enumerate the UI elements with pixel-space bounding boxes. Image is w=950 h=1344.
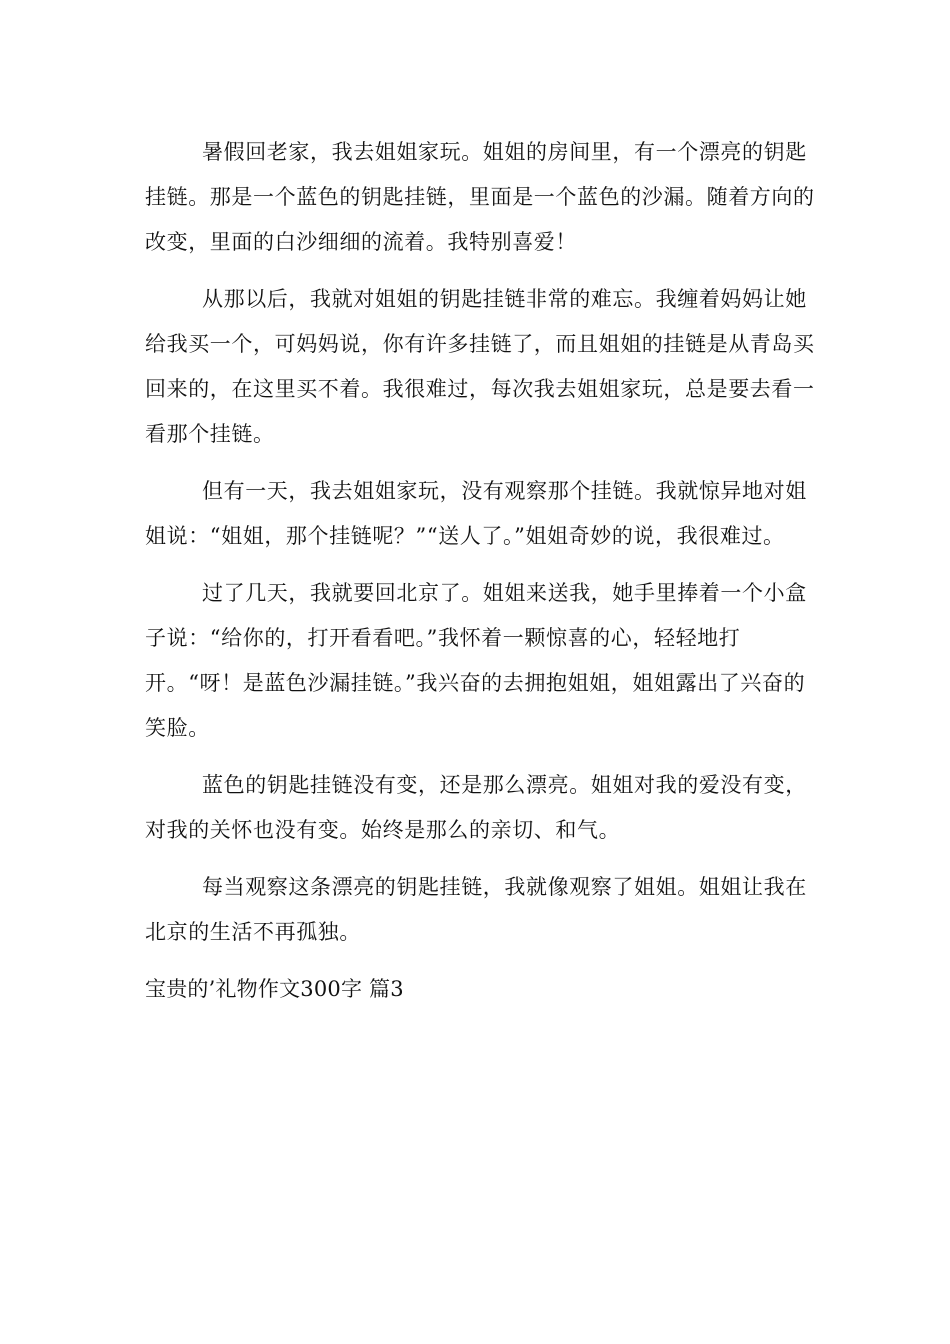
section-heading: 宝贵的’礼物作文300字 篇3	[145, 977, 404, 1001]
document-body	[145, 130, 825, 1011]
paragraph-2: 从那以后，我就对姐姐的钥匙挂链非常的难忘。我缠着妈妈让她给我买一个，可妈妈说，你有许多挂链了，而且姐姐的挂链是从青岛买回来的，在这里买不着。我很难过，每次我去姐姐家玩，总是要去看一看那个挂链。	[145, 287, 815, 446]
paragraph-6: 每当观察这条漂亮的钥匙挂链，我就像观察了姐姐。姐姐让我在北京的生活不再孤独。	[145, 875, 807, 944]
paragraph-3: 但有一天，我去姐姐家玩，没有观察那个挂链。我就惊异地对姐姐说：“姐姐，那个挂链呢？”“送人了。”姐姐奇妙的说，我很难过。	[145, 479, 807, 548]
paragraph-1: 暑假回老家，我去姐姐家玩。姐姐的房间里，有一个漂亮的钥匙挂链。那是一个蓝色的钥匙挂链，里面是一个蓝色的沙漏。随着方向的改变，里面的白沙细细的流着。我特别喜爱！	[145, 140, 815, 254]
paragraph-4: 过了几天，我就要回北京了。姐姐来送我，她手里捧着一个小盒子说：“给你的，打开看看吧。”我怀着一颗惊喜的心，轻轻地打开。“呀！是蓝色沙漏挂链。”我兴奋的去拥抱姐姐，姐姐露出了兴奋的笑脸。	[145, 581, 807, 740]
paragraph-5: 蓝色的钥匙挂链没有变，还是那么漂亮。姐姐对我的爱没有变，对我的关怀也没有变。始终是那么的亲切、和气。	[145, 773, 807, 842]
